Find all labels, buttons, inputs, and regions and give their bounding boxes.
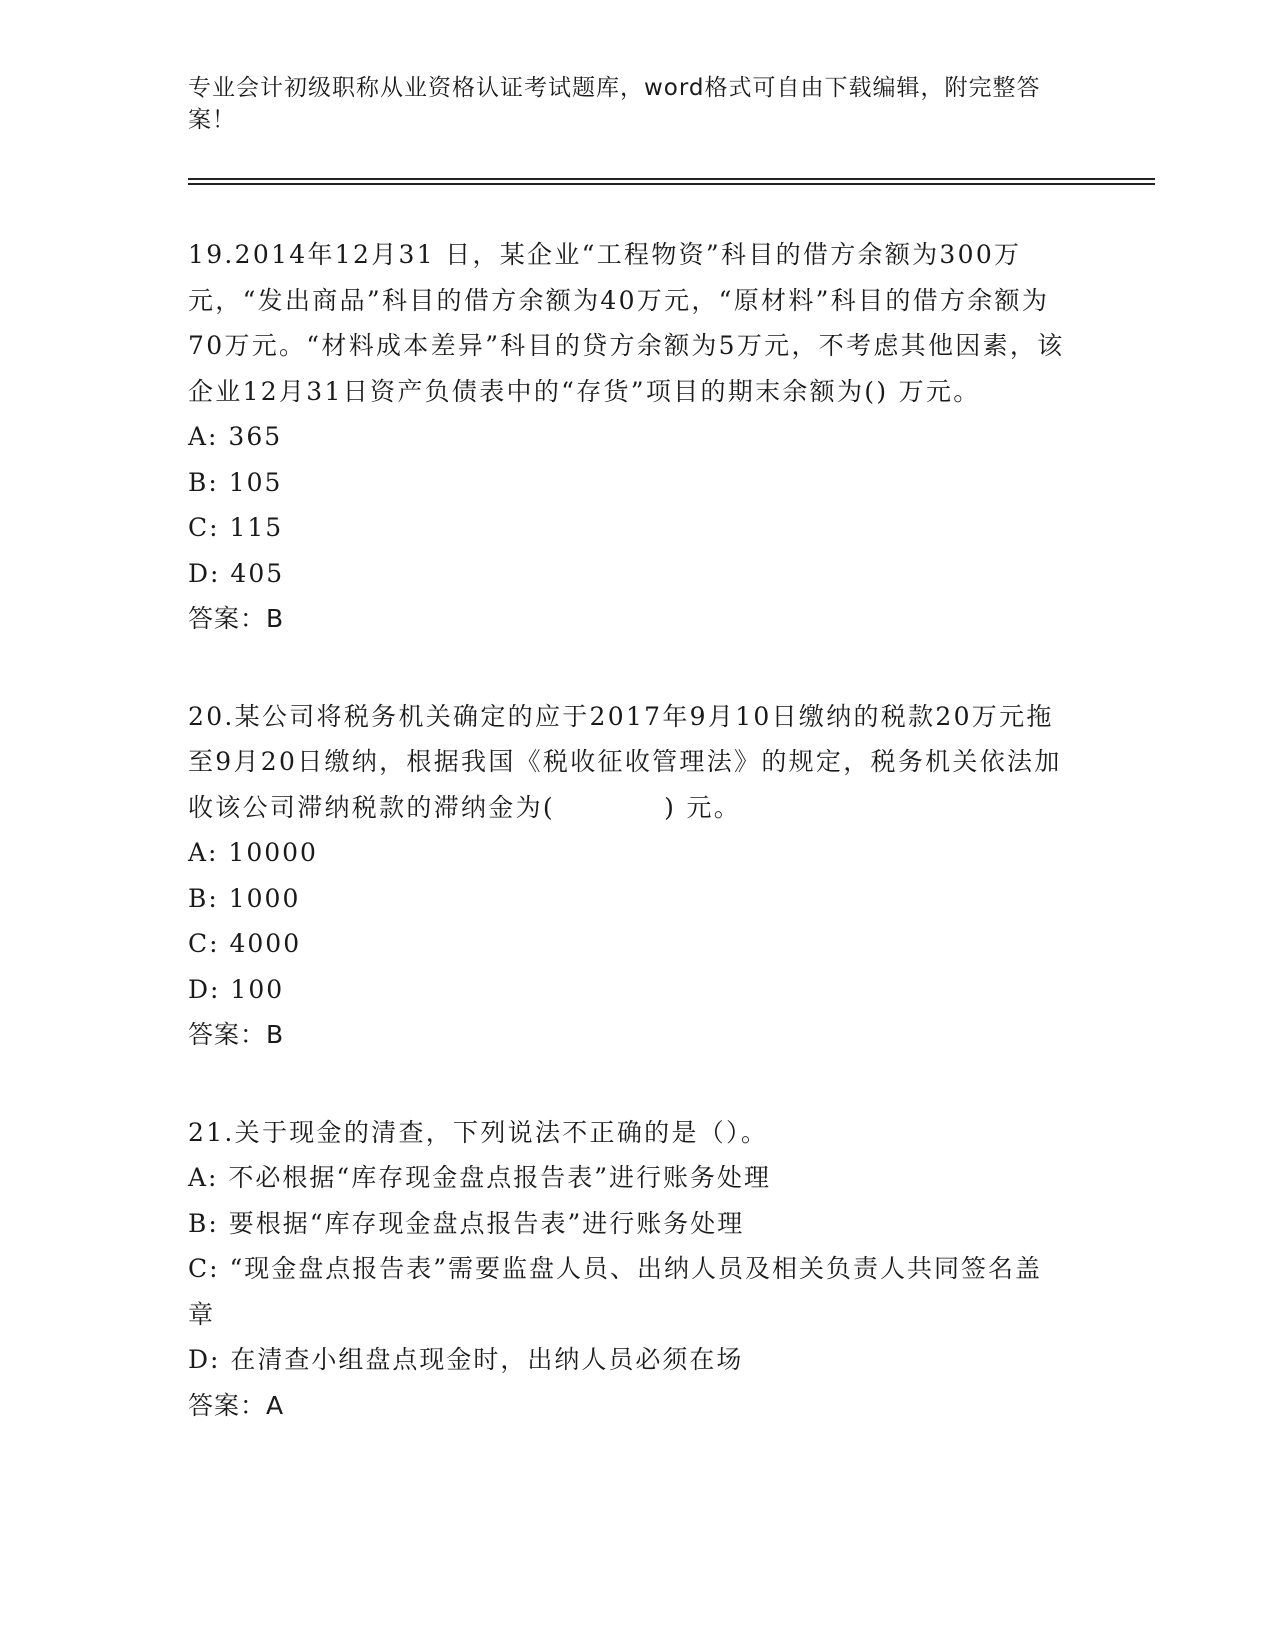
header-double-rule (188, 178, 1155, 185)
question-stem: 20.某公司将税务机关确定的应于2017年9月10日缴纳的税款20万元拖至9月20日缴纳，根据我国《税收征收管理法》的规定，税务机关依法加收该公司滞纳税款的滞纳金为( ) 元。 (188, 701, 1062, 822)
option-b: B: 要根据“库存现金盘点报告表”进行账务处理 (188, 1208, 745, 1238)
option-d: D: 100 (188, 974, 285, 1004)
option-c: C: 115 (188, 513, 284, 542)
option-a: A: 不必根据“库存现金盘点报告表”进行账务处理 (188, 1163, 771, 1192)
answer: 答案：B (188, 1020, 285, 1049)
answer: 答案：A (188, 1390, 285, 1420)
page-header: 专业会计初级职称从业资格认证考试题库，word格式可自由下载编辑，附完整答案！ (188, 75, 1041, 133)
question-19 (188, 232, 1068, 642)
option-b: B: 105 (188, 467, 283, 497)
question-stem: 19.2014年12月31 日，某企业“工程物资”科目的借方余额为300万元，“发出商品”科目的借方余额为40万元，“原材料”科目的借方余额为70万元。“材料成本差异”科目的贷方余额为5万元，不考虑其他因素，该企业12月31日资产负债表中的“存货”项目的期末余额为() 万元。 (188, 240, 1065, 406)
option-b: B: 1000 (188, 883, 301, 913)
question-stem: 21.关于现金的清查，下列说法不正确的是（）。 (188, 1117, 769, 1147)
option-a: A: 365 (188, 422, 283, 451)
option-d: D: 在清查小组盘点现金时，出纳人员必须在场 (188, 1345, 744, 1374)
option-d: D: 405 (188, 558, 285, 588)
option-c: C: “现金盘点报告表”需要监盘人员、出纳人员及相关负责人共同签名盖章 (188, 1254, 1043, 1329)
option-c: C: 4000 (188, 929, 302, 958)
answer: 答案：B (188, 604, 285, 633)
question-21 (188, 1110, 1068, 1429)
question-list (188, 232, 1068, 1480)
question-20 (188, 694, 1068, 1058)
option-a: A: 10000 (188, 838, 318, 867)
